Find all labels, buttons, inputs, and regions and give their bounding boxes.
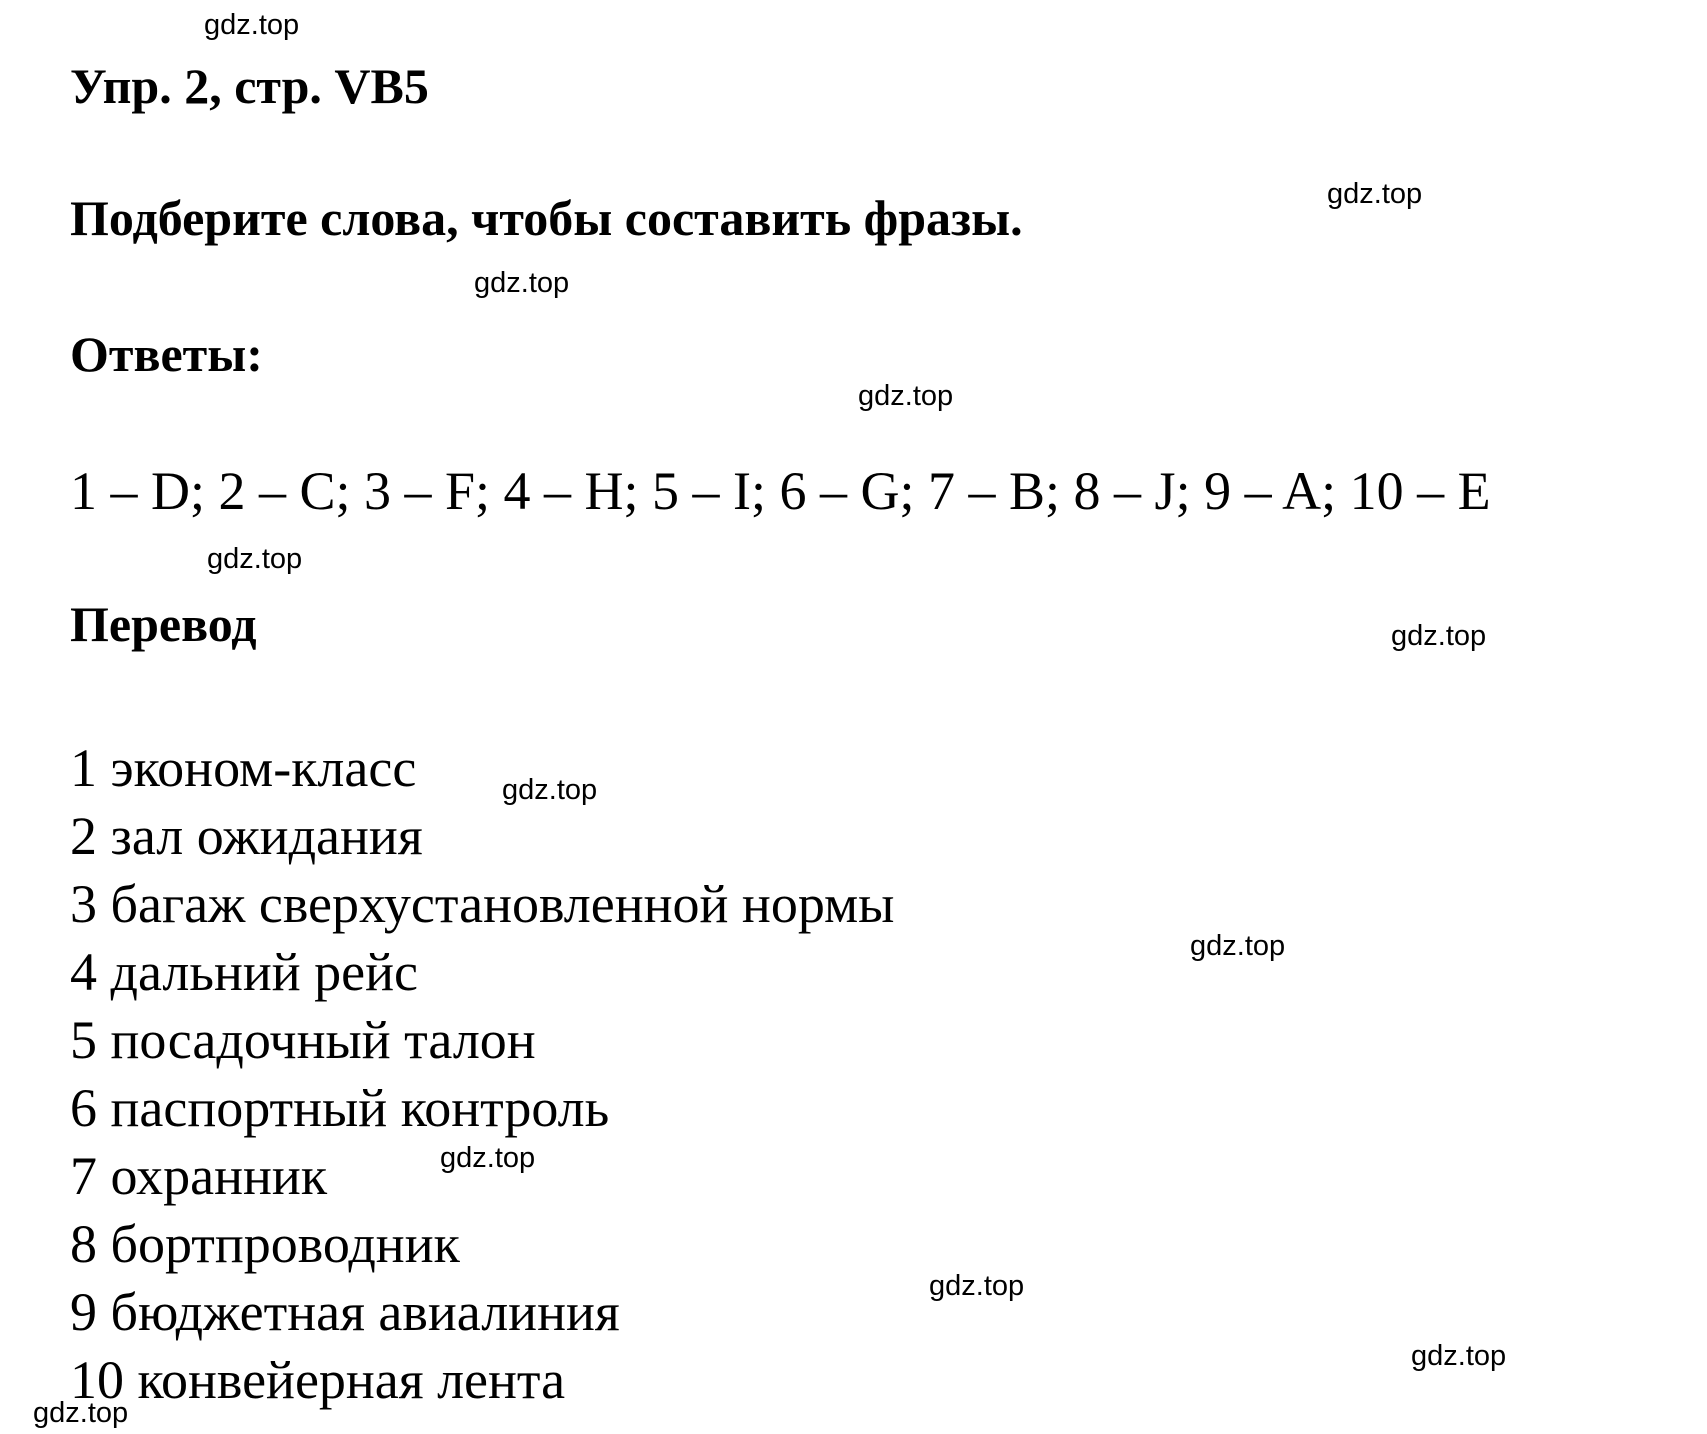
list-item: 10 конвейерная лента [70, 1350, 566, 1410]
exercise-title: Упр. 2, стр. VB5 [70, 58, 429, 114]
watermark: gdz.top [33, 1397, 129, 1429]
watermark: gdz.top [502, 774, 598, 806]
watermark: gdz.top [858, 380, 954, 412]
answers-heading: Ответы: [70, 326, 263, 382]
list-item: 5 посадочный талон [70, 1010, 536, 1070]
list-item: 6 паспортный контроль [70, 1078, 610, 1138]
watermark: gdz.top [1327, 178, 1423, 210]
list-item: 1 эконом-класс [70, 738, 417, 798]
watermark: gdz.top [1411, 1340, 1507, 1372]
watermark: gdz.top [207, 543, 303, 575]
watermark: gdz.top [440, 1142, 536, 1174]
watermark: gdz.top [1190, 930, 1286, 962]
watermark: gdz.top [929, 1270, 1025, 1302]
list-item: 7 охранник [70, 1146, 328, 1206]
list-item: 4 дальний рейс [70, 942, 419, 1002]
list-item: 3 багаж сверхустановленной нормы [70, 874, 895, 934]
watermark: gdz.top [474, 267, 570, 299]
watermark: gdz.top [1391, 620, 1487, 652]
list-item: 9 бюджетная авиалиния [70, 1282, 620, 1342]
answers-line: 1 – D; 2 – C; 3 – F; 4 – H; 5 – I; 6 – G; 7 – B; 8 – J; 9 – A; 10 – E [70, 461, 1491, 521]
translation-list [70, 734, 894, 1414]
list-item: 8 бортпроводник [70, 1214, 460, 1274]
task-instruction: Подберите слова, чтобы составить фразы. [70, 190, 1023, 246]
list-item: 2 зал ожидания [70, 806, 423, 866]
watermark: gdz.top [204, 9, 300, 41]
translation-heading: Перевод [70, 596, 257, 652]
